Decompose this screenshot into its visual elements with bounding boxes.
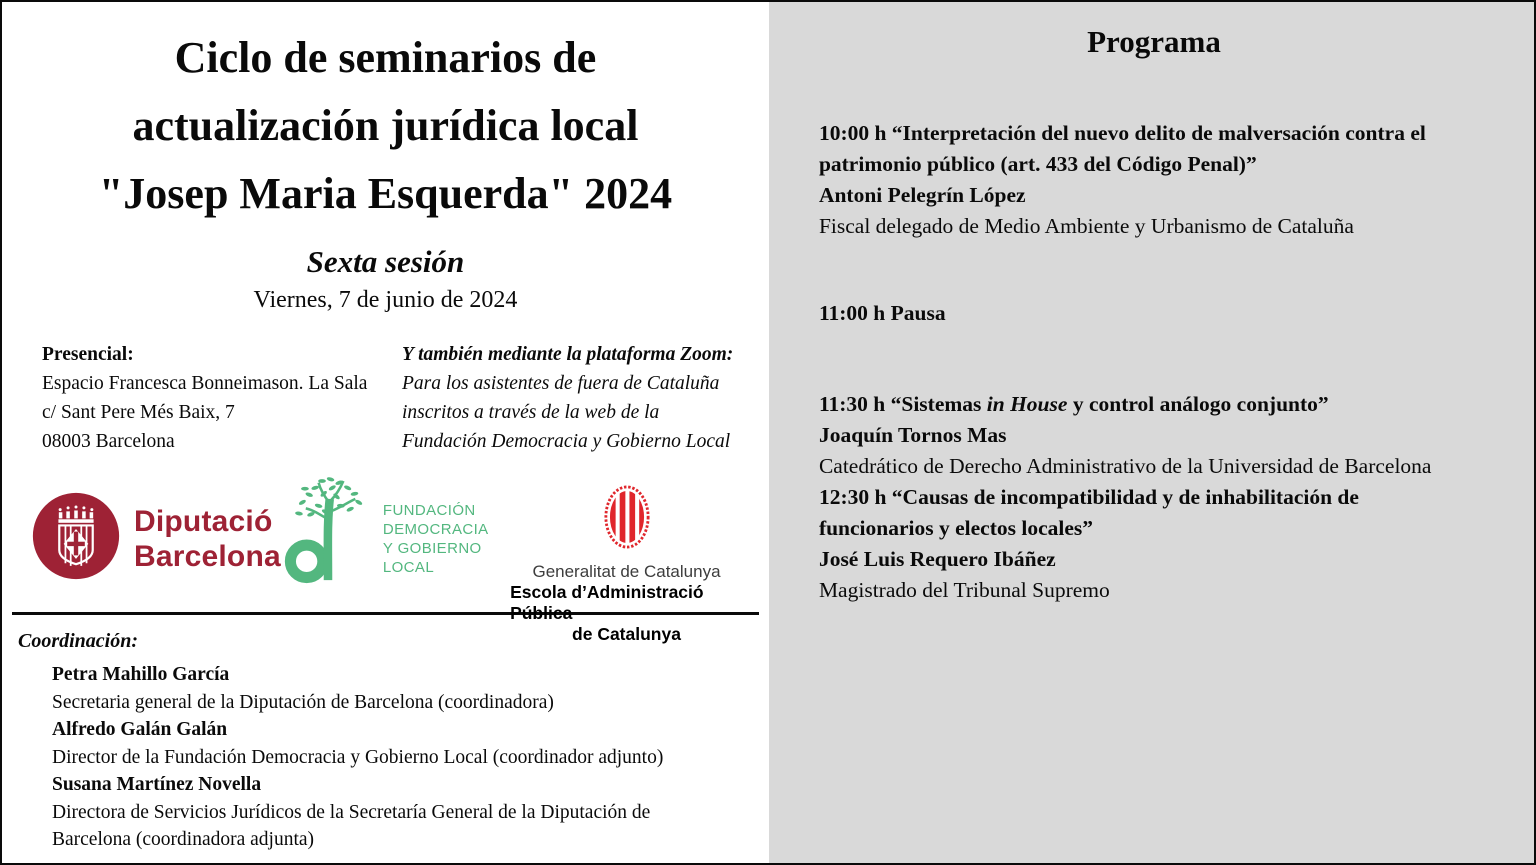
- zoom-label: Y también mediante la plataforma Zoom:: [402, 344, 734, 365]
- generalitat-senyera-icon: [601, 482, 653, 557]
- fundacion-line-2: DEMOCRACIA: [382, 521, 489, 538]
- zoom-line-3: Fundación Democracia y Gobierno Local: [402, 431, 731, 452]
- fundacion-democracia-logo: [281, 470, 510, 597]
- presencial-label: Presencial:: [42, 344, 134, 365]
- title-line-1: Ciclo de seminarios de: [174, 33, 597, 82]
- coordination-label: Coordinación:: [18, 630, 139, 652]
- person-role: Director de la Fundación Democracia y Gobierno Local (coordinador adjunto): [52, 746, 664, 768]
- presencial-block: [42, 340, 402, 456]
- program-item-speaker: Joaquín Tornos Mas: [818, 423, 1007, 447]
- list-item: [52, 661, 749, 716]
- coordination-people: [52, 661, 749, 854]
- program-item-title: [819, 389, 1464, 420]
- program-item-1130: [819, 389, 1464, 482]
- diputacio-wordmark: [134, 504, 281, 574]
- diputacio-line-1: Diputació: [134, 504, 273, 538]
- session-date: Viernes, 7 de junio de 2024: [253, 287, 518, 313]
- program-item-speaker: Antoni Pelegrín López: [818, 183, 1026, 207]
- diputacio-barcelona-logo: [32, 492, 281, 585]
- title-italic: in House: [986, 392, 1068, 416]
- program-item-role: Catedrático de Derecho Administrativo de la Universidad de Barcelona: [818, 454, 1432, 478]
- generalitat-line-1: Generalitat de Catalunya: [532, 562, 721, 581]
- program-item-title: 12:30 h “Causas de incompatibilidad y de inhabilitación de funcionarios y electos locales”: [818, 485, 1359, 540]
- person-role: Directora de Servicios Jurídicos de la Secretaría General de la Diputación de Barcelona (coordinadora adjunta): [52, 801, 651, 850]
- program-item-1230: [819, 482, 1464, 606]
- program-item-role: Fiscal delegado de Medio Ambiente y Urbanismo de Cataluña: [818, 214, 1354, 238]
- generalitat-line-2: Escola d’Administració Pública: [510, 582, 704, 623]
- zoom-line-2: inscritos a través de la web de la: [402, 402, 660, 423]
- presencial-city: 08003 Barcelona: [42, 431, 175, 452]
- fundacion-wordmark: [383, 501, 510, 577]
- person-role: Secretaria general de la Diputación de Barcelona (coordinadora): [52, 691, 554, 713]
- fundacion-tree-icon: [281, 470, 375, 597]
- list-item: [52, 771, 749, 854]
- venue-info: [2, 340, 769, 456]
- person-name: Alfredo Galán Galán: [52, 719, 228, 740]
- title-line-3: "Josep Maria Esquerda" 2024: [98, 169, 673, 218]
- list-item: [52, 716, 749, 771]
- program-item-title: 11:00 h Pausa: [818, 301, 946, 325]
- program-item-1000: [819, 118, 1464, 242]
- zoom-info-block: [402, 340, 733, 456]
- program-title: Programa: [1087, 24, 1221, 59]
- title-pre: 11:30 h “Sistemas: [818, 392, 987, 416]
- program-item-role: Magistrado del Tribunal Supremo: [818, 578, 1110, 602]
- zoom-line-1: Para los asistentes de fuera de Cataluña: [402, 373, 720, 394]
- diputacio-emblem-icon: [32, 492, 120, 585]
- left-panel: [2, 2, 769, 863]
- program-panel: [769, 2, 1534, 863]
- title-line-2: actualización jurídica local: [132, 101, 639, 150]
- seminar-title: [2, 24, 769, 228]
- generalitat-line-3: de Catalunya: [572, 624, 681, 644]
- program-item-speaker: José Luis Requero Ibáñez: [818, 547, 1056, 571]
- fundacion-line-3: Y GOBIERNO LOCAL: [382, 540, 482, 576]
- program-item-1100-pausa: [819, 298, 1464, 329]
- coordination-section: [2, 615, 769, 854]
- person-name: Petra Mahillo García: [52, 664, 230, 685]
- presencial-venue: Espacio Francesca Bonneimason. La Sala: [42, 373, 368, 394]
- program-item-title: 10:00 h “Interpretación del nuevo delito de malversación contra el patrimonio público (art. 433 del Código Penal)”: [818, 121, 1426, 176]
- person-name: Susana Martínez Novella: [52, 774, 262, 795]
- generalitat-eapc-logo: [510, 482, 743, 645]
- diputacio-line-2: Barcelona: [134, 539, 281, 573]
- session-name: Sexta sesión: [306, 244, 465, 279]
- presencial-street: c/ Sant Pere Més Baix, 7: [42, 402, 235, 423]
- fundacion-line-1: FUNDACIÓN: [382, 502, 476, 519]
- title-post: y control análogo conjunto”: [1067, 392, 1329, 416]
